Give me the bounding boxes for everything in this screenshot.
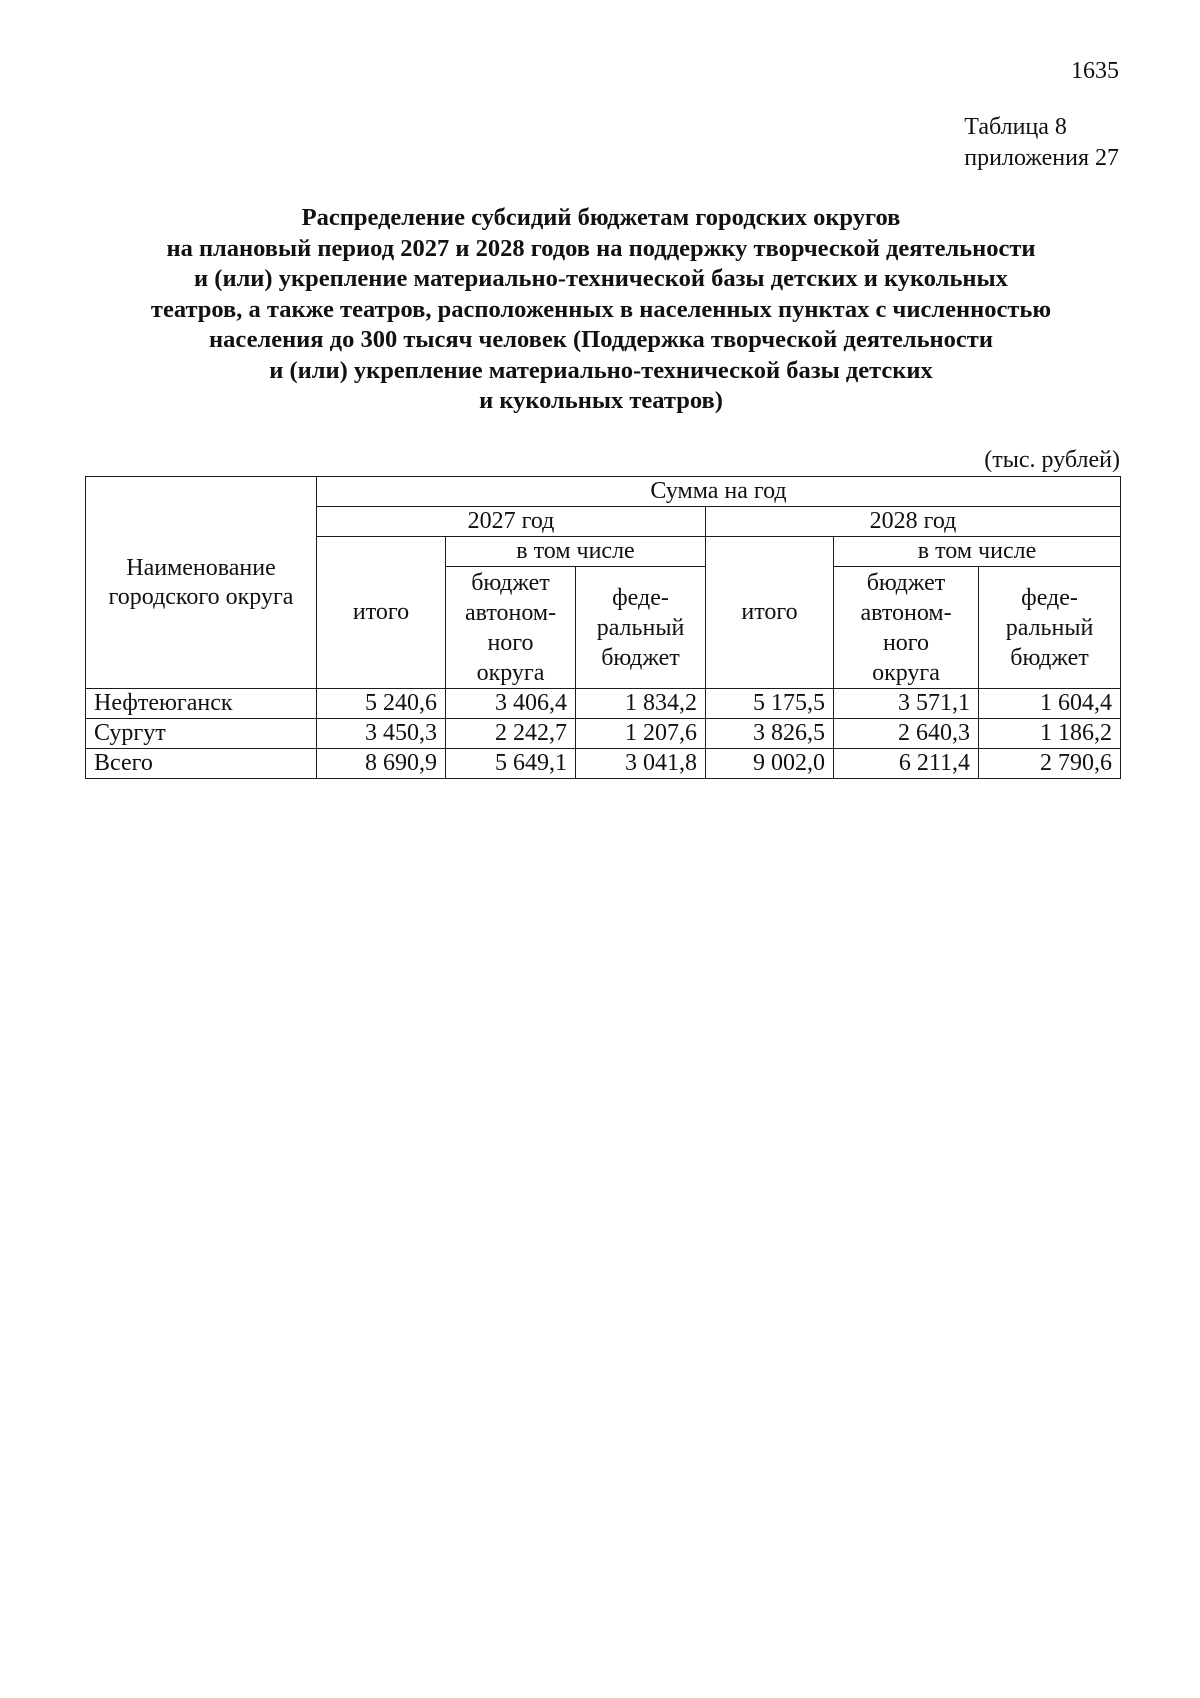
header-regional-line: округа [476, 659, 545, 686]
header-regional-line: бюджет [866, 569, 946, 596]
header-name-line: городского округа [108, 583, 294, 610]
value-2027-federal: 1 207,6 [576, 719, 706, 749]
value-2028-federal: 1 604,4 [979, 689, 1121, 719]
document-title [86, 203, 1116, 417]
value-2028-total: 3 826,5 [706, 719, 834, 749]
header-2028-regional-budget [834, 567, 979, 689]
header-2027-total: итого [317, 537, 446, 689]
value-2027-regional: 2 242,7 [446, 719, 576, 749]
header-2027-federal-budget [576, 567, 706, 689]
header-regional-line: автоном- [464, 599, 557, 626]
header-2027-regional-budget [446, 567, 576, 689]
value-2027-regional: 3 406,4 [446, 689, 576, 719]
header-federal-line: ральный [1005, 614, 1094, 641]
title-line: и (или) укрепление материально-технической базы детских [269, 356, 933, 384]
units-label: (тыс. рублей) [984, 447, 1120, 473]
total-row [86, 749, 1121, 779]
caption-table-number: Таблица 8 [964, 114, 1067, 140]
header-regional-line: округа [872, 659, 940, 686]
header-name-column [86, 477, 317, 689]
header-2027-including: в том числе [446, 537, 706, 567]
value-2028-total: 5 175,5 [706, 689, 834, 719]
header-2028-federal-budget [979, 567, 1121, 689]
header-regional-line: бюджет [471, 569, 550, 596]
header-federal-line: феде- [1021, 584, 1078, 611]
total-2028-regional: 6 211,4 [834, 749, 979, 779]
title-line: на плановый период 2027 и 2028 годов на поддержку творческой деятельности [166, 234, 1036, 262]
title-line: населения до 300 тысяч человек (Поддержка творческой деятельности [209, 326, 993, 353]
header-2028-including: в том числе [834, 537, 1121, 567]
total-label: Всего [86, 749, 317, 779]
header-year-2027: 2027 год [317, 507, 706, 537]
title-line: Распределение субсидий бюджетам городских округов [301, 204, 901, 231]
value-2028-regional: 2 640,3 [834, 719, 979, 749]
value-2027-total: 5 240,6 [317, 689, 446, 719]
header-regional-line: автоном- [860, 599, 952, 626]
header-regional-line: ного [487, 629, 534, 656]
title-line: и (или) укрепление материально-технической базы детских и кукольных [194, 265, 1008, 292]
header-federal-line: бюджет [1010, 644, 1089, 671]
page-number: 1635 [1071, 58, 1119, 84]
value-2028-federal: 1 186,2 [979, 719, 1121, 749]
value-2028-regional: 3 571,1 [834, 689, 979, 719]
header-year-2028: 2028 год [706, 507, 1121, 537]
total-2027-regional: 5 649,1 [446, 749, 576, 779]
header-federal-line: ральный [596, 614, 685, 641]
header-regional-line: ного [882, 629, 930, 656]
subsidy-table [85, 476, 1121, 779]
header-name-line: Наименование [126, 554, 276, 581]
header-sum-per-year: Сумма на год [317, 477, 1121, 507]
total-2027-federal: 3 041,8 [576, 749, 706, 779]
title-line: театров, а также театров, расположенных в населенных пунктах с численностью [150, 295, 1052, 323]
value-2027-total: 3 450,3 [317, 719, 446, 749]
table-row [86, 719, 1121, 749]
total-2027-total: 8 690,9 [317, 749, 446, 779]
title-line: и кукольных театров) [479, 387, 723, 414]
total-2028-federal: 2 790,6 [979, 749, 1121, 779]
table-row [86, 689, 1121, 719]
caption-appendix: приложения 27 [964, 145, 1119, 171]
value-2027-federal: 1 834,2 [576, 689, 706, 719]
table-caption [964, 112, 1119, 174]
district-name: Сургут [86, 719, 317, 749]
header-federal-line: бюджет [601, 644, 680, 671]
header-federal-line: феде- [612, 584, 669, 611]
total-2028-total: 9 002,0 [706, 749, 834, 779]
header-2028-total: итого [706, 537, 834, 689]
district-name: Нефтеюганск [86, 689, 317, 719]
